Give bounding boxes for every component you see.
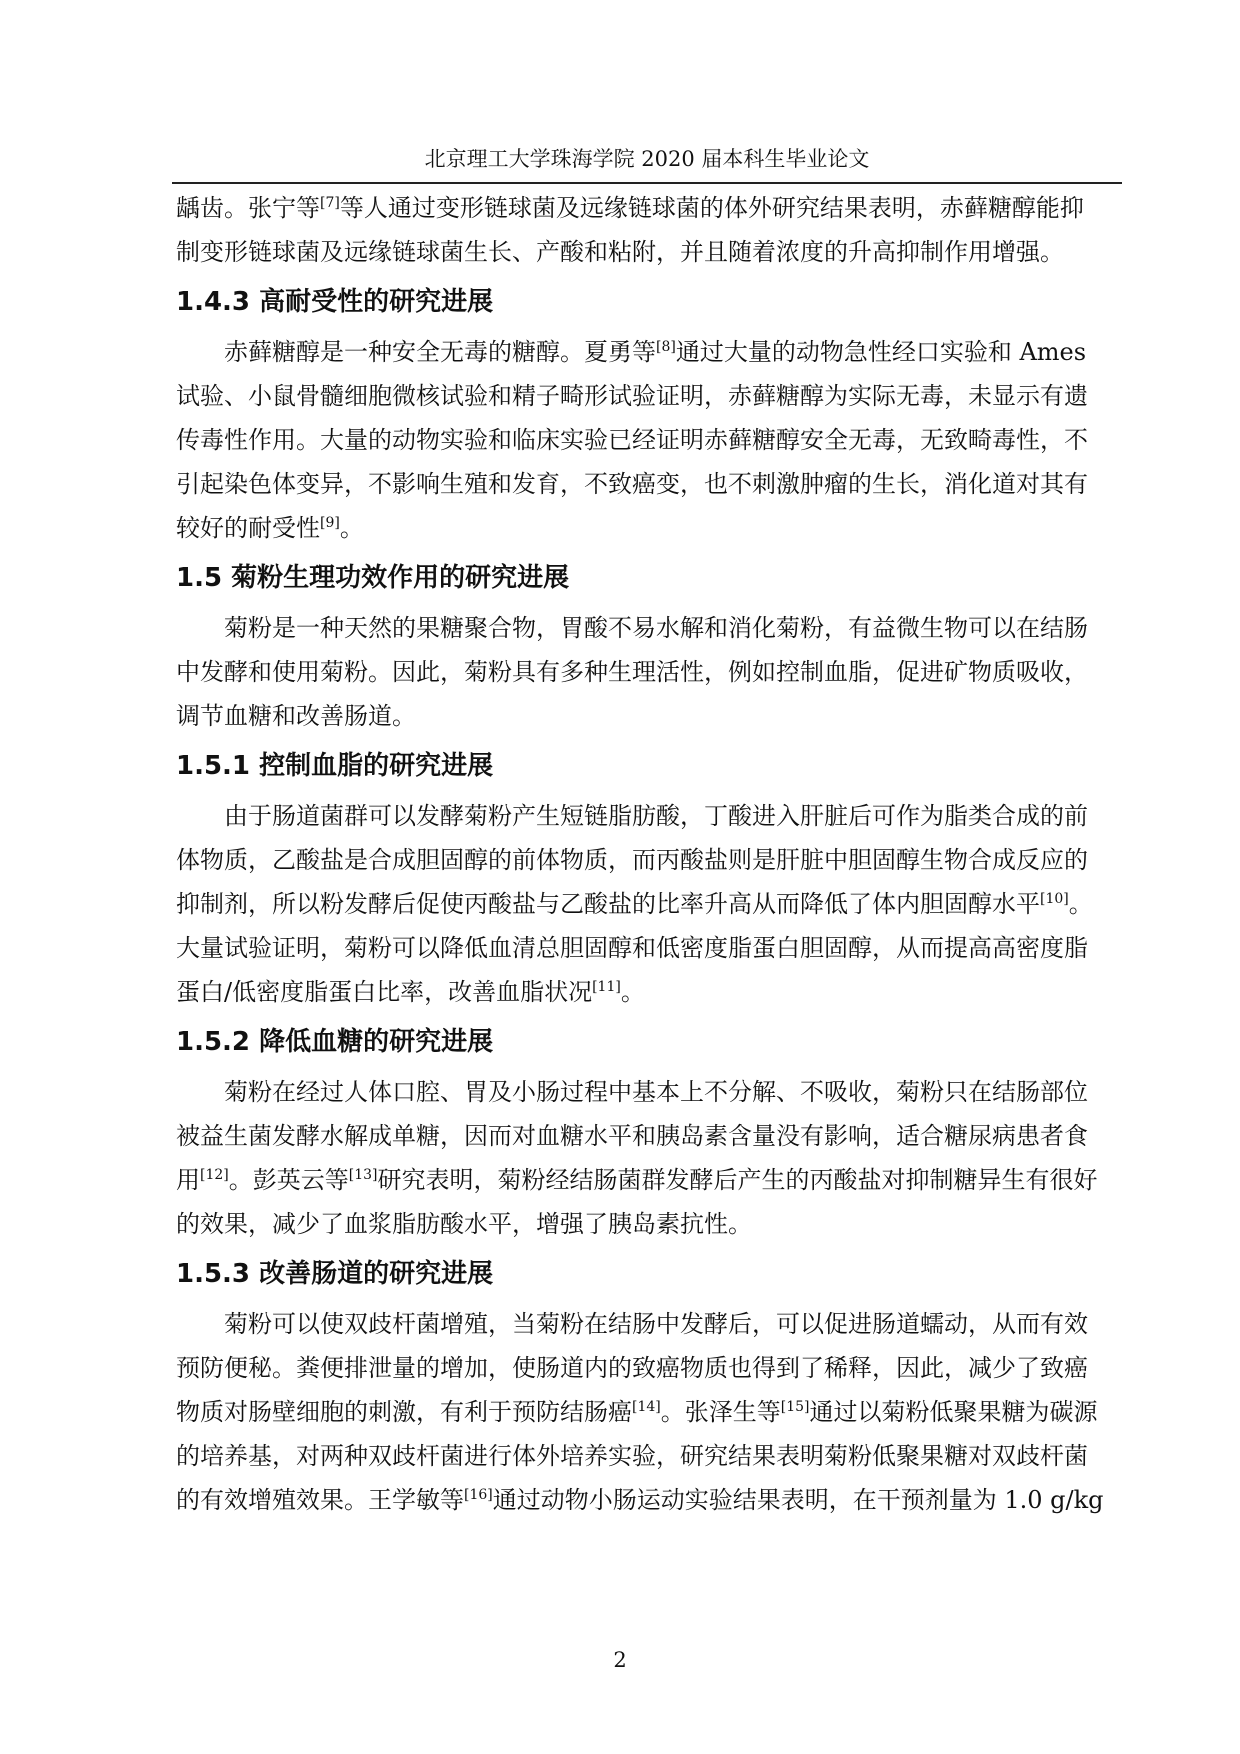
citation-ref: [8] [656,339,676,355]
paragraph-line: 大量试验证明，菊粉可以降低血清总胆固醇和低密度脂蛋白胆固醇，从而提高高密度脂 [176,934,1088,962]
section-heading-1-4-3: 1.4.3 高耐受性的研究进展 [176,287,494,317]
paragraph-line: 引起染色体变异，不影响生殖和发育，不致癌变，也不刺激肿瘤的生长，消化道对其有 [176,470,1088,498]
line-text: 物质对肠壁细胞的刺激，有利于预防结肠癌[14]。张泽生等[15]通过以菊粉低聚果糖为碳源 [176,1398,1098,1426]
running-header: 北京理工大学珠海学院 2020 届本科生毕业论文 [424,147,870,171]
paragraph-line [176,506,1122,550]
paragraph-line [176,1158,1122,1202]
paragraph-line: 中发酵和使用菊粉。因此，菊粉具有多种生理活性，例如控制血脂，促进矿物质吸收， [176,658,1088,686]
citation-ref: [11] [592,979,621,995]
page-number: 2 [613,1648,627,1672]
paragraph-line: 传毒性作用。大量的动物实验和临床实验已经证明赤藓糖醇安全无毒，无致畸毒性，不 [176,426,1088,454]
paragraph-line: 菊粉在经过人体口腔、胃及小肠过程中基本上不分解、不吸收，菊粉只在结肠部位 [224,1078,1088,1106]
paragraph-line [176,970,1122,1014]
paragraph-line: 预防便秘。粪便排泄量的增加，使肠道内的致癌物质也得到了稀释，因此，减少了致癌 [176,1354,1088,1382]
header-rule [172,182,1122,184]
paragraph-line: 试验、小鼠骨髓细胞微核试验和精子畸形试验证明，赤藓糖醇为实际无毒，未显示有遗 [176,382,1088,410]
paragraph-line: 调节血糖和改善肠道。 [176,702,416,730]
section-heading-1-5-2: 1.5.2 降低血糖的研究进展 [176,1027,494,1057]
page-body [176,186,1122,1522]
paragraph-line: 菊粉可以使双歧杆菌增殖，当菊粉在结肠中发酵后，可以促进肠道蠕动，从而有效 [224,1310,1088,1338]
paragraph-line [176,1390,1122,1434]
line-text: 的有效增殖效果。王学敏等[16]通过动物小肠运动实验结果表明，在干预剂量为 1.0 g/kg [176,1486,1104,1514]
line-text: 赤藓糖醇是一种安全无毒的糖醇。夏勇等[8]通过大量的动物急性经口实验和 Ames [224,338,1087,366]
line-text: 较好的耐受性[9]。 [176,514,364,542]
citation-ref: [9] [320,515,340,531]
paragraph-line: 菊粉是一种天然的果糖聚合物，胃酸不易水解和消化菊粉，有益微生物可以在结肠 [224,614,1088,642]
citation-ref: [14] [632,1399,661,1415]
paragraph-line: 由于肠道菌群可以发酵菊粉产生短链脂肪酸，丁酸进入肝脏后可作为脂类合成的前 [224,802,1088,830]
paragraph-line: 的效果，减少了血浆脂肪酸水平，增强了胰岛素抗性。 [176,1210,752,1238]
section-heading-1-5-1: 1.5.1 控制血脂的研究进展 [176,751,494,781]
citation-ref: [10] [1040,891,1069,907]
paragraph-line [176,1478,1122,1522]
paragraph-line [176,186,1122,230]
line-text: 抑制剂，所以粉发酵后促使丙酸盐与乙酸盐的比率升高从而降低了体内胆固醇水平[10]。 [176,890,1093,918]
paragraph-line: 被益生菌发酵水解成单糖，因而对血糖水平和胰岛素含量没有影响，适合糖尿病患者食 [176,1122,1088,1150]
citation-ref: [13] [348,1167,378,1183]
paragraph-line [176,882,1122,926]
line-text: 龋齿。张宁等[7]等人通过变形链球菌及远缘链球菌的体外研究结果表明，赤藓糖醇能抑 [176,194,1084,222]
paragraph-line: 体物质，乙酸盐是合成胆固醇的前体物质，而丙酸盐则是肝脏中胆固醇生物合成反应的 [176,846,1088,874]
line-text: 用[12]。彭英云等[13]研究表明，菊粉经结肠菌群发酵后产生的丙酸盐对抑制糖异生有很好 [176,1166,1098,1194]
paragraph-line: 制变形链球菌及远缘链球菌生长、产酸和粘附，并且随着浓度的升高抑制作用增强。 [176,238,1064,266]
citation-ref: [15] [780,1399,810,1415]
citation-ref: [16] [464,1487,493,1503]
citation-ref: [12] [200,1167,229,1183]
line-text: 蛋白/低密度脂蛋白比率，改善血脂状况[11]。 [176,978,645,1006]
section-heading-1-5-3: 1.5.3 改善肠道的研究进展 [176,1259,494,1289]
paragraph-line: 的培养基，对两种双歧杆菌进行体外培养实验，研究结果表明菊粉低聚果糖对双歧杆菌 [176,1442,1088,1470]
citation-ref: [7] [320,195,340,211]
paragraph-line [176,330,1122,374]
section-heading-1-5: 1.5 菊粉生理功效作用的研究进展 [176,563,570,593]
